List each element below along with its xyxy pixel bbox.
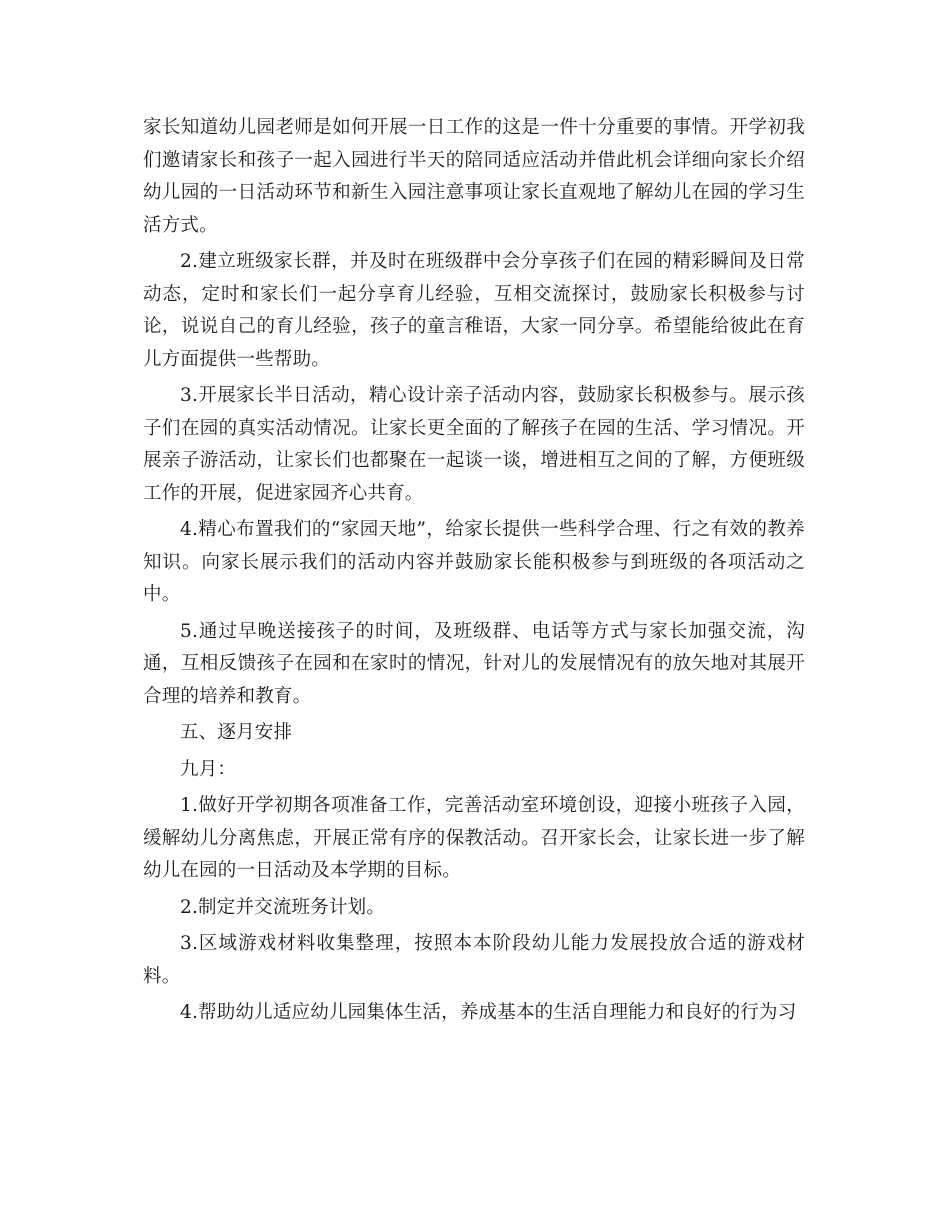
paragraph: 4.精心布置我们的“家园天地”，给家长提供一些科学合理、行之有效的教养知识。向家长展示我们的活动内容并鼓励家长能积极参与到班级的各项活动之中。 [143,519,805,605]
paragraph: 4.帮助幼儿适应幼儿园集体生活，养成基本的生活自理能力和良好的行为习 [180,1002,797,1023]
paragraph: 3.开展家长半日活动，精心设计亲子活动内容，鼓励家长积极参与。展示孩子们在园的真实活动情况。让家长更全面的了解孩子在园的生活、学习情况。开展亲子游活动，让家长们也都聚在一起谈一谈，增进相互之间的了解，方便班级工作的开展，促进家园齐心共育。 [143,385,805,504]
paragraph: 1.做好开学初期各项准备工作，完善活动室环境创设，迎接小班孩子入园，缓解幼儿分离焦虑，开展正常有序的保教活动。召开家长会，让家长进一步了解幼儿在园的一日活动及本学期的目标。 [143,795,805,881]
section-heading: 五、逐月安排 [180,722,293,743]
paragraph: 3.区域游戏材料收集整理，按照本本阶段幼儿能力发展投放合适的游戏材料。 [143,933,805,987]
document-body [143,112,805,1034]
paragraph: 家长知道幼儿园老师是如何开展一日工作的这是一件十分重要的事情。开学初我们邀请家长和孩子一起入园进行半天的陪同适应活动并借此机会详细向家长介绍幼儿园的一日活动环节和新生入园注意事项让家长直观地了解幼儿在园的学习生活方式。 [143,117,805,236]
month-heading: 九月： [180,758,237,780]
paragraph: 2.建立班级家长群，并及时在班级群中会分享孩子们在园的精彩瞬间及日常动态，定时和家长们一起分享育儿经验，互相交流探讨，鼓励家长积极参与讨论，说说自己的育儿经验，孩子的童言稚语，大家一同分享。希望能给彼此在育儿方面提供一些帮助。 [143,251,805,370]
paragraph: 5.通过早晚送接孩子的时间，及班级群、电话等方式与家长加强交流，沟通，互相反馈孩子在园和在家时的情况，针对儿的发展情况有的放矢地对其展开合理的培养和教育。 [143,620,805,707]
paragraph: 2.制定并交流班务计划。 [180,896,386,918]
